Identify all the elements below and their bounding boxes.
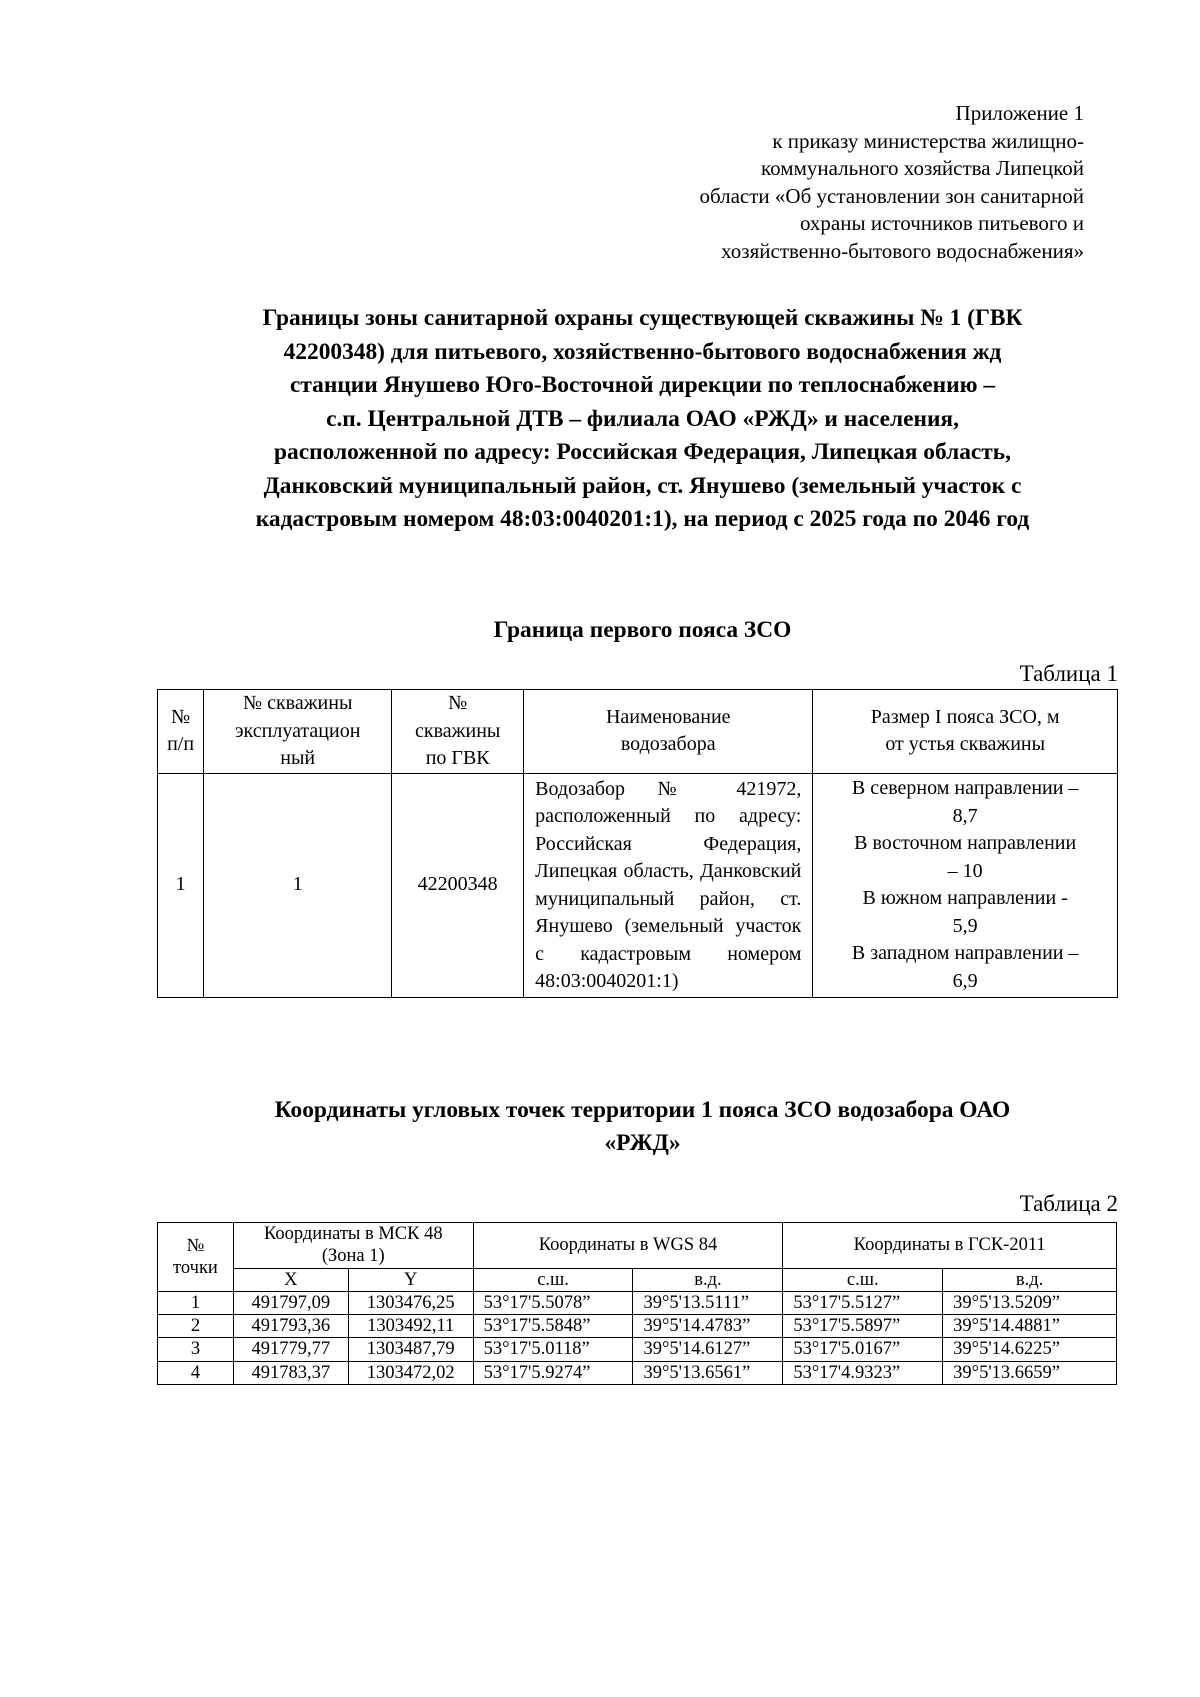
direction-line: В восточном направлении — [854, 832, 1077, 854]
appendix-line: области «Об установлении зон санитарной — [699, 183, 1084, 208]
cell-wgs-lon: 39°5'13.5111” — [633, 1291, 783, 1314]
cell-y: 1303492,11 — [348, 1315, 473, 1338]
title-line: Границы зоны санитарной охраны существующей скважины № 1 (ГВК — [262, 305, 1023, 331]
cell-point: 1 — [158, 1291, 234, 1314]
table1-label: Таблица 1 — [1019, 661, 1118, 686]
header-gsk-lon: в.д. — [943, 1268, 1117, 1291]
cell-x: 491797,09 — [233, 1291, 348, 1314]
cell-x: 491783,37 — [233, 1361, 348, 1384]
cell-y: 1303476,25 — [348, 1291, 473, 1314]
header-wgs-lon: в.д. — [633, 1268, 783, 1291]
direction-line: В западном направлении – — [851, 942, 1079, 964]
cell-wgs-lon: 39°5'14.6127” — [633, 1338, 783, 1361]
header-point: № точки — [158, 1223, 234, 1292]
appendix-line: к приказу министерства жилищно- — [772, 128, 1084, 153]
cell-point: 2 — [158, 1315, 234, 1338]
header-num: № п/п — [158, 690, 204, 774]
cell-wgs-lon: 39°5'13.6561” — [633, 1361, 783, 1384]
appendix-line: коммунального хозяйства Липецкой — [761, 156, 1084, 181]
header-wgs-lat: с.ш. — [473, 1268, 633, 1291]
cell-wgs-lat: 53°17'5.5848” — [473, 1315, 633, 1338]
cell-wgs-lon: 39°5'14.4783” — [633, 1315, 783, 1338]
cell-well-operational: 1 — [204, 773, 392, 997]
cell-wgs-lat: 53°17'5.0118” — [473, 1338, 633, 1361]
cell-gsk-lat: 53°17'4.9323” — [783, 1361, 943, 1384]
cell-wgs-lat: 53°17'5.9274” — [473, 1361, 633, 1384]
header-well-operational: № скважины эксплуатацион ный — [204, 690, 392, 774]
direction-value: 6,9 — [952, 969, 978, 992]
cell-y: 1303487,79 — [348, 1338, 473, 1361]
header-gsk-lat: с.ш. — [783, 1268, 943, 1291]
title-line: кадастровым номером 48:03:0040201:1), на период с 2025 года по 2046 год — [255, 506, 1030, 532]
cell-num: 1 — [158, 773, 204, 997]
table-row — [158, 1291, 1117, 1314]
zone-boundary-table — [157, 689, 1118, 998]
cell-gsk-lon: 39°5'14.4881” — [943, 1315, 1117, 1338]
header-well-gvk: № скважины по ГВК — [392, 690, 524, 774]
direction-value: – 10 — [947, 859, 983, 882]
cell-gsk-lat: 53°17'5.5897” — [783, 1315, 943, 1338]
direction-line: В северном направлении – — [851, 777, 1079, 799]
direction-value: 8,7 — [952, 804, 978, 827]
direction-line: В южном направлении - — [862, 887, 1068, 909]
table-row — [158, 773, 1118, 997]
cell-x: 491779,77 — [233, 1338, 348, 1361]
table-header-row — [158, 690, 1118, 774]
cell-zone-directions — [813, 773, 1118, 997]
table-row — [158, 1315, 1117, 1338]
cell-gsk-lon: 39°5'13.5209” — [943, 1291, 1117, 1314]
title-line: 42200348) для питьевого, хозяйственно-бытового водоснабжения жд — [283, 338, 1002, 365]
coordinates-table — [157, 1222, 1117, 1385]
title-line: станции Янушево Юго-Восточной дирекции по теплоснабжению – — [289, 372, 996, 398]
header-y: Y — [348, 1268, 473, 1291]
document-title — [150, 302, 1135, 537]
cell-y: 1303472,02 — [348, 1361, 473, 1384]
section2-heading: Координаты угловых точек территории 1 пояса ЗСО водозабора ОАО «РЖД» — [274, 1097, 1011, 1156]
table-header-row — [158, 1223, 1117, 1269]
cell-gsk-lat: 53°17'5.0167” — [783, 1338, 943, 1361]
header-gsk2011: Координаты в ГСК-2011 — [783, 1223, 1117, 1269]
cell-x: 491793,36 — [233, 1315, 348, 1338]
cell-gsk-lon: 39°5'14.6225” — [943, 1338, 1117, 1361]
header-x: X — [233, 1268, 348, 1291]
section1-heading: Граница первого пояса ЗСО — [493, 617, 792, 643]
cell-intake-description: Водозабор № 421972, расположенный по адресу: Российская Федерация, Липецкая область, Данковский муниципальный район, ст. Янушево (земельный участок с кадастровым номером 48:03:0040201:1) — [524, 773, 813, 997]
header-intake-name: Наименование водозабора — [524, 690, 813, 774]
title-line: с.п. Центральной ДТВ – филиала ОАО «РЖД» и населения, — [326, 405, 959, 432]
title-line: расположенной по адресу: Российская Федерация, Липецкая область, — [274, 439, 1011, 465]
cell-point: 4 — [158, 1361, 234, 1384]
direction-value: 5,9 — [952, 914, 978, 937]
appendix-line: охраны источников питьевого и — [799, 211, 1084, 236]
header-zone-size: Размер I пояса ЗСО, м от устья скважины — [813, 690, 1118, 774]
cell-well-gvk: 42200348 — [392, 773, 524, 997]
cell-gsk-lat: 53°17'5.5127” — [783, 1291, 943, 1314]
table-subheader-row — [158, 1268, 1117, 1291]
table-row — [158, 1338, 1117, 1361]
cell-wgs-lat: 53°17'5.5078” — [473, 1291, 633, 1314]
title-line: Данковский муниципальный район, ст. Янушево (земельный участок с — [263, 472, 1022, 499]
header-wgs84: Координаты в WGS 84 — [473, 1223, 783, 1269]
appendix-line: Приложение 1 — [955, 101, 1084, 125]
appendix-line: хозяйственно-бытового водоснабжения» — [721, 238, 1084, 263]
table2-label: Таблица 2 — [1019, 1191, 1118, 1216]
cell-gsk-lon: 39°5'13.6659” — [943, 1361, 1117, 1384]
cell-point: 3 — [158, 1338, 234, 1361]
header-msk48: Координаты в МСК 48 (Зона 1) — [233, 1223, 473, 1269]
appendix-note — [584, 100, 1084, 266]
table-row — [158, 1361, 1117, 1384]
